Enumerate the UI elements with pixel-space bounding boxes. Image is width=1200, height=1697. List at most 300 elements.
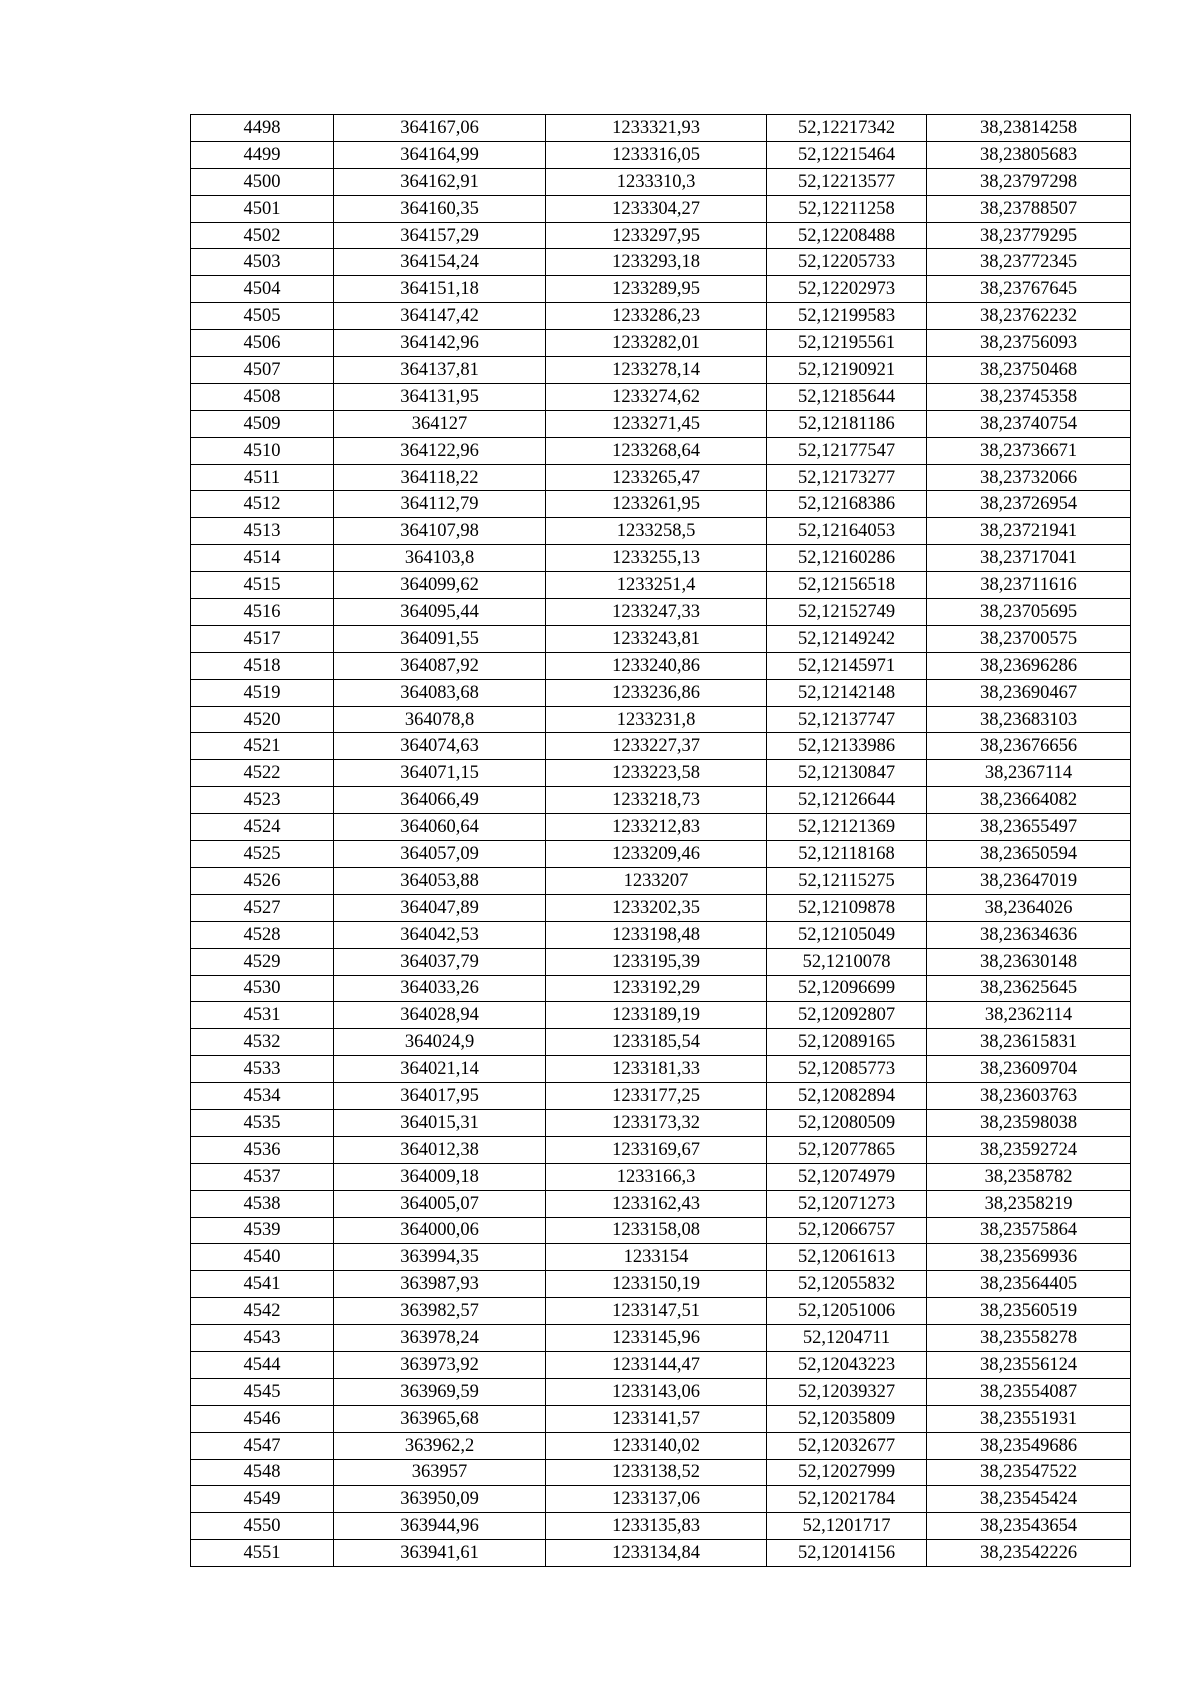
latitude-cell: 52,12217342 xyxy=(767,115,927,142)
longitude-cell: 38,23592724 xyxy=(927,1136,1131,1163)
latitude-cell: 52,12181186 xyxy=(767,410,927,437)
latitude-cell: 52,12160286 xyxy=(767,545,927,572)
x-coordinate-cell: 363994,35 xyxy=(334,1244,546,1271)
point-number-cell: 4507 xyxy=(191,357,334,384)
x-coordinate-cell: 364021,14 xyxy=(334,1056,546,1083)
longitude-cell: 38,23705695 xyxy=(927,599,1131,626)
x-coordinate-cell: 364000,06 xyxy=(334,1217,546,1244)
longitude-cell: 38,23745358 xyxy=(927,383,1131,410)
y-coordinate-cell: 1233243,81 xyxy=(546,625,767,652)
point-number-cell: 4518 xyxy=(191,652,334,679)
longitude-cell: 38,23788507 xyxy=(927,195,1131,222)
y-coordinate-cell: 1233321,93 xyxy=(546,115,767,142)
point-number-cell: 4516 xyxy=(191,599,334,626)
longitude-cell: 38,23767645 xyxy=(927,276,1131,303)
latitude-cell: 52,12096699 xyxy=(767,975,927,1002)
longitude-cell: 38,23625645 xyxy=(927,975,1131,1002)
latitude-cell: 52,12133986 xyxy=(767,733,927,760)
table-row xyxy=(191,948,1131,975)
point-number-cell: 4523 xyxy=(191,787,334,814)
table-row xyxy=(191,249,1131,276)
latitude-cell: 52,12077865 xyxy=(767,1136,927,1163)
longitude-cell: 38,23690467 xyxy=(927,679,1131,706)
y-coordinate-cell: 1233158,08 xyxy=(546,1217,767,1244)
x-coordinate-cell: 364157,29 xyxy=(334,222,546,249)
x-coordinate-cell: 364122,96 xyxy=(334,437,546,464)
y-coordinate-cell: 1233192,29 xyxy=(546,975,767,1002)
latitude-cell: 52,12105049 xyxy=(767,921,927,948)
x-coordinate-cell: 364009,18 xyxy=(334,1163,546,1190)
longitude-cell: 38,23609704 xyxy=(927,1056,1131,1083)
point-number-cell: 4500 xyxy=(191,168,334,195)
x-coordinate-cell: 364167,06 xyxy=(334,115,546,142)
x-coordinate-cell: 364033,26 xyxy=(334,975,546,1002)
x-coordinate-cell: 364160,35 xyxy=(334,195,546,222)
latitude-cell: 52,12145971 xyxy=(767,652,927,679)
y-coordinate-cell: 1233251,4 xyxy=(546,572,767,599)
table-row xyxy=(191,1083,1131,1110)
table-row xyxy=(191,1459,1131,1486)
table-row xyxy=(191,841,1131,868)
x-coordinate-cell: 364164,99 xyxy=(334,141,546,168)
table-row xyxy=(191,1325,1131,1352)
longitude-cell: 38,23732066 xyxy=(927,464,1131,491)
longitude-cell: 38,2364026 xyxy=(927,894,1131,921)
y-coordinate-cell: 1233143,06 xyxy=(546,1378,767,1405)
longitude-cell: 38,23696286 xyxy=(927,652,1131,679)
x-coordinate-cell: 364012,38 xyxy=(334,1136,546,1163)
table-row xyxy=(191,1271,1131,1298)
longitude-cell: 38,23772345 xyxy=(927,249,1131,276)
y-coordinate-cell: 1233198,48 xyxy=(546,921,767,948)
x-coordinate-cell: 363987,93 xyxy=(334,1271,546,1298)
table-row xyxy=(191,1486,1131,1513)
longitude-cell: 38,23542226 xyxy=(927,1540,1131,1567)
x-coordinate-cell: 364137,81 xyxy=(334,357,546,384)
x-coordinate-cell: 364099,62 xyxy=(334,572,546,599)
y-coordinate-cell: 1233141,57 xyxy=(546,1405,767,1432)
x-coordinate-cell: 363957 xyxy=(334,1459,546,1486)
longitude-cell: 38,2358782 xyxy=(927,1163,1131,1190)
longitude-cell: 38,23762232 xyxy=(927,303,1131,330)
longitude-cell: 38,23551931 xyxy=(927,1405,1131,1432)
y-coordinate-cell: 1233286,23 xyxy=(546,303,767,330)
point-number-cell: 4511 xyxy=(191,464,334,491)
latitude-cell: 52,12071273 xyxy=(767,1190,927,1217)
longitude-cell: 38,23650594 xyxy=(927,841,1131,868)
y-coordinate-cell: 1233185,54 xyxy=(546,1029,767,1056)
x-coordinate-cell: 364087,92 xyxy=(334,652,546,679)
x-coordinate-cell: 364005,07 xyxy=(334,1190,546,1217)
point-number-cell: 4515 xyxy=(191,572,334,599)
table-row xyxy=(191,518,1131,545)
longitude-cell: 38,23558278 xyxy=(927,1325,1131,1352)
x-coordinate-cell: 364091,55 xyxy=(334,625,546,652)
longitude-cell: 38,23647019 xyxy=(927,867,1131,894)
latitude-cell: 52,12190921 xyxy=(767,357,927,384)
x-coordinate-cell: 364103,8 xyxy=(334,545,546,572)
y-coordinate-cell: 1233218,73 xyxy=(546,787,767,814)
y-coordinate-cell: 1233265,47 xyxy=(546,464,767,491)
latitude-cell: 52,12066757 xyxy=(767,1217,927,1244)
point-number-cell: 4517 xyxy=(191,625,334,652)
y-coordinate-cell: 1233268,64 xyxy=(546,437,767,464)
latitude-cell: 52,12213577 xyxy=(767,168,927,195)
point-number-cell: 4525 xyxy=(191,841,334,868)
point-number-cell: 4551 xyxy=(191,1540,334,1567)
x-coordinate-cell: 364118,22 xyxy=(334,464,546,491)
table-row xyxy=(191,491,1131,518)
latitude-cell: 52,12142148 xyxy=(767,679,927,706)
y-coordinate-cell: 1233189,19 xyxy=(546,1002,767,1029)
y-coordinate-cell: 1233150,19 xyxy=(546,1271,767,1298)
table-row xyxy=(191,383,1131,410)
point-number-cell: 4529 xyxy=(191,948,334,975)
point-number-cell: 4498 xyxy=(191,115,334,142)
y-coordinate-cell: 1233209,46 xyxy=(546,841,767,868)
point-number-cell: 4527 xyxy=(191,894,334,921)
latitude-cell: 52,12027999 xyxy=(767,1459,927,1486)
x-coordinate-cell: 364017,95 xyxy=(334,1083,546,1110)
point-number-cell: 4547 xyxy=(191,1432,334,1459)
latitude-cell: 52,12208488 xyxy=(767,222,927,249)
latitude-cell: 52,12032677 xyxy=(767,1432,927,1459)
x-coordinate-cell: 364095,44 xyxy=(334,599,546,626)
point-number-cell: 4503 xyxy=(191,249,334,276)
latitude-cell: 52,12074979 xyxy=(767,1163,927,1190)
longitude-cell: 38,23779295 xyxy=(927,222,1131,249)
point-number-cell: 4550 xyxy=(191,1513,334,1540)
latitude-cell: 52,12061613 xyxy=(767,1244,927,1271)
y-coordinate-cell: 1233202,35 xyxy=(546,894,767,921)
point-number-cell: 4530 xyxy=(191,975,334,1002)
longitude-cell: 38,23797298 xyxy=(927,168,1131,195)
table-row xyxy=(191,814,1131,841)
table-row xyxy=(191,1190,1131,1217)
point-number-cell: 4533 xyxy=(191,1056,334,1083)
longitude-cell: 38,23805683 xyxy=(927,141,1131,168)
table-row xyxy=(191,894,1131,921)
latitude-cell: 52,12014156 xyxy=(767,1540,927,1567)
table-row xyxy=(191,437,1131,464)
latitude-cell: 52,12039327 xyxy=(767,1378,927,1405)
table-row xyxy=(191,195,1131,222)
y-coordinate-cell: 1233166,3 xyxy=(546,1163,767,1190)
y-coordinate-cell: 1233162,43 xyxy=(546,1190,767,1217)
longitude-cell: 38,2358219 xyxy=(927,1190,1131,1217)
latitude-cell: 52,12156518 xyxy=(767,572,927,599)
table-row xyxy=(191,303,1131,330)
point-number-cell: 4535 xyxy=(191,1109,334,1136)
latitude-cell: 52,12089165 xyxy=(767,1029,927,1056)
latitude-cell: 52,12051006 xyxy=(767,1298,927,1325)
latitude-cell: 52,12121369 xyxy=(767,814,927,841)
table-row xyxy=(191,1217,1131,1244)
table-row xyxy=(191,1109,1131,1136)
point-number-cell: 4539 xyxy=(191,1217,334,1244)
x-coordinate-cell: 364028,94 xyxy=(334,1002,546,1029)
table-row xyxy=(191,1163,1131,1190)
table-row xyxy=(191,357,1131,384)
y-coordinate-cell: 1233173,32 xyxy=(546,1109,767,1136)
y-coordinate-cell: 1233207 xyxy=(546,867,767,894)
latitude-cell: 52,12195561 xyxy=(767,330,927,357)
longitude-cell: 38,23543654 xyxy=(927,1513,1131,1540)
latitude-cell: 52,12168386 xyxy=(767,491,927,518)
longitude-cell: 38,23711616 xyxy=(927,572,1131,599)
coordinates-table xyxy=(190,114,1131,1567)
table-row xyxy=(191,330,1131,357)
y-coordinate-cell: 1233255,13 xyxy=(546,545,767,572)
point-number-cell: 4501 xyxy=(191,195,334,222)
table-row xyxy=(191,867,1131,894)
longitude-cell: 38,23655497 xyxy=(927,814,1131,841)
x-coordinate-cell: 363962,2 xyxy=(334,1432,546,1459)
table-row xyxy=(191,652,1131,679)
table-row xyxy=(191,1002,1131,1029)
y-coordinate-cell: 1233147,51 xyxy=(546,1298,767,1325)
point-number-cell: 4510 xyxy=(191,437,334,464)
longitude-cell: 38,23700575 xyxy=(927,625,1131,652)
x-coordinate-cell: 363969,59 xyxy=(334,1378,546,1405)
table-row xyxy=(191,599,1131,626)
y-coordinate-cell: 1233181,33 xyxy=(546,1056,767,1083)
latitude-cell: 52,12109878 xyxy=(767,894,927,921)
point-number-cell: 4532 xyxy=(191,1029,334,1056)
table-row xyxy=(191,1029,1131,1056)
longitude-cell: 38,23554087 xyxy=(927,1378,1131,1405)
table-row xyxy=(191,464,1131,491)
x-coordinate-cell: 363982,57 xyxy=(334,1298,546,1325)
table-row xyxy=(191,706,1131,733)
point-number-cell: 4546 xyxy=(191,1405,334,1432)
point-number-cell: 4502 xyxy=(191,222,334,249)
point-number-cell: 4548 xyxy=(191,1459,334,1486)
point-number-cell: 4526 xyxy=(191,867,334,894)
x-coordinate-cell: 364060,64 xyxy=(334,814,546,841)
x-coordinate-cell: 364112,79 xyxy=(334,491,546,518)
latitude-cell: 52,12043223 xyxy=(767,1351,927,1378)
longitude-cell: 38,23664082 xyxy=(927,787,1131,814)
table-row xyxy=(191,1405,1131,1432)
x-coordinate-cell: 364037,79 xyxy=(334,948,546,975)
point-number-cell: 4506 xyxy=(191,330,334,357)
table-row xyxy=(191,1540,1131,1567)
point-number-cell: 4508 xyxy=(191,383,334,410)
x-coordinate-cell: 364074,63 xyxy=(334,733,546,760)
latitude-cell: 52,12035809 xyxy=(767,1405,927,1432)
y-coordinate-cell: 1233271,45 xyxy=(546,410,767,437)
y-coordinate-cell: 1233310,3 xyxy=(546,168,767,195)
y-coordinate-cell: 1233140,02 xyxy=(546,1432,767,1459)
point-number-cell: 4531 xyxy=(191,1002,334,1029)
longitude-cell: 38,23545424 xyxy=(927,1486,1131,1513)
x-coordinate-cell: 364042,53 xyxy=(334,921,546,948)
table-row xyxy=(191,1378,1131,1405)
coordinates-table-body xyxy=(191,115,1131,1567)
x-coordinate-cell: 364047,89 xyxy=(334,894,546,921)
latitude-cell: 52,12215464 xyxy=(767,141,927,168)
longitude-cell: 38,23556124 xyxy=(927,1351,1131,1378)
point-number-cell: 4542 xyxy=(191,1298,334,1325)
y-coordinate-cell: 1233289,95 xyxy=(546,276,767,303)
x-coordinate-cell: 363965,68 xyxy=(334,1405,546,1432)
table-row xyxy=(191,572,1131,599)
x-coordinate-cell: 363973,92 xyxy=(334,1351,546,1378)
y-coordinate-cell: 1233282,01 xyxy=(546,330,767,357)
x-coordinate-cell: 364071,15 xyxy=(334,760,546,787)
point-number-cell: 4513 xyxy=(191,518,334,545)
point-number-cell: 4528 xyxy=(191,921,334,948)
longitude-cell: 38,23717041 xyxy=(927,545,1131,572)
y-coordinate-cell: 1233169,67 xyxy=(546,1136,767,1163)
longitude-cell: 38,23560519 xyxy=(927,1298,1131,1325)
table-row xyxy=(191,625,1131,652)
table-row xyxy=(191,679,1131,706)
point-number-cell: 4519 xyxy=(191,679,334,706)
point-number-cell: 4540 xyxy=(191,1244,334,1271)
table-row xyxy=(191,222,1131,249)
y-coordinate-cell: 1233240,86 xyxy=(546,652,767,679)
longitude-cell: 38,23630148 xyxy=(927,948,1131,975)
table-row xyxy=(191,168,1131,195)
x-coordinate-cell: 364053,88 xyxy=(334,867,546,894)
latitude-cell: 52,12082894 xyxy=(767,1083,927,1110)
point-number-cell: 4541 xyxy=(191,1271,334,1298)
longitude-cell: 38,23726954 xyxy=(927,491,1131,518)
longitude-cell: 38,23549686 xyxy=(927,1432,1131,1459)
y-coordinate-cell: 1233274,62 xyxy=(546,383,767,410)
x-coordinate-cell: 363950,09 xyxy=(334,1486,546,1513)
latitude-cell: 52,12185644 xyxy=(767,383,927,410)
latitude-cell: 52,12118168 xyxy=(767,841,927,868)
point-number-cell: 4545 xyxy=(191,1378,334,1405)
x-coordinate-cell: 363941,61 xyxy=(334,1540,546,1567)
point-number-cell: 4514 xyxy=(191,545,334,572)
table-row xyxy=(191,1513,1131,1540)
y-coordinate-cell: 1233261,95 xyxy=(546,491,767,518)
y-coordinate-cell: 1233212,83 xyxy=(546,814,767,841)
latitude-cell: 52,12080509 xyxy=(767,1109,927,1136)
y-coordinate-cell: 1233316,05 xyxy=(546,141,767,168)
latitude-cell: 52,12205733 xyxy=(767,249,927,276)
point-number-cell: 4534 xyxy=(191,1083,334,1110)
table-row xyxy=(191,545,1131,572)
point-number-cell: 4538 xyxy=(191,1190,334,1217)
table-row xyxy=(191,115,1131,142)
longitude-cell: 38,23750468 xyxy=(927,357,1131,384)
longitude-cell: 38,23547522 xyxy=(927,1459,1131,1486)
latitude-cell: 52,12115275 xyxy=(767,867,927,894)
y-coordinate-cell: 1233297,95 xyxy=(546,222,767,249)
y-coordinate-cell: 1233278,14 xyxy=(546,357,767,384)
y-coordinate-cell: 1233227,37 xyxy=(546,733,767,760)
longitude-cell: 38,23598038 xyxy=(927,1109,1131,1136)
longitude-cell: 38,23740754 xyxy=(927,410,1131,437)
latitude-cell: 52,12152749 xyxy=(767,599,927,626)
longitude-cell: 38,2362114 xyxy=(927,1002,1131,1029)
latitude-cell: 52,12130847 xyxy=(767,760,927,787)
y-coordinate-cell: 1233304,27 xyxy=(546,195,767,222)
latitude-cell: 52,12137747 xyxy=(767,706,927,733)
x-coordinate-cell: 364142,96 xyxy=(334,330,546,357)
x-coordinate-cell: 364154,24 xyxy=(334,249,546,276)
latitude-cell: 52,12164053 xyxy=(767,518,927,545)
longitude-cell: 38,23721941 xyxy=(927,518,1131,545)
x-coordinate-cell: 364015,31 xyxy=(334,1109,546,1136)
y-coordinate-cell: 1233134,84 xyxy=(546,1540,767,1567)
x-coordinate-cell: 364066,49 xyxy=(334,787,546,814)
table-row xyxy=(191,1056,1131,1083)
point-number-cell: 4521 xyxy=(191,733,334,760)
latitude-cell: 52,12202973 xyxy=(767,276,927,303)
x-coordinate-cell: 364057,09 xyxy=(334,841,546,868)
latitude-cell: 52,12177547 xyxy=(767,437,927,464)
table-row xyxy=(191,975,1131,1002)
latitude-cell: 52,1201717 xyxy=(767,1513,927,1540)
longitude-cell: 38,2367114 xyxy=(927,760,1131,787)
y-coordinate-cell: 1233144,47 xyxy=(546,1351,767,1378)
longitude-cell: 38,23603763 xyxy=(927,1083,1131,1110)
point-number-cell: 4544 xyxy=(191,1351,334,1378)
x-coordinate-cell: 364131,95 xyxy=(334,383,546,410)
y-coordinate-cell: 1233195,39 xyxy=(546,948,767,975)
y-coordinate-cell: 1233293,18 xyxy=(546,249,767,276)
point-number-cell: 4524 xyxy=(191,814,334,841)
y-coordinate-cell: 1233236,86 xyxy=(546,679,767,706)
latitude-cell: 52,12149242 xyxy=(767,625,927,652)
y-coordinate-cell: 1233138,52 xyxy=(546,1459,767,1486)
y-coordinate-cell: 1233258,5 xyxy=(546,518,767,545)
x-coordinate-cell: 363944,96 xyxy=(334,1513,546,1540)
point-number-cell: 4549 xyxy=(191,1486,334,1513)
latitude-cell: 52,12199583 xyxy=(767,303,927,330)
longitude-cell: 38,23615831 xyxy=(927,1029,1131,1056)
x-coordinate-cell: 364078,8 xyxy=(334,706,546,733)
table-row xyxy=(191,410,1131,437)
longitude-cell: 38,23756093 xyxy=(927,330,1131,357)
table-row xyxy=(191,760,1131,787)
latitude-cell: 52,12126644 xyxy=(767,787,927,814)
point-number-cell: 4504 xyxy=(191,276,334,303)
point-number-cell: 4520 xyxy=(191,706,334,733)
latitude-cell: 52,12021784 xyxy=(767,1486,927,1513)
table-row xyxy=(191,141,1131,168)
x-coordinate-cell: 364107,98 xyxy=(334,518,546,545)
latitude-cell: 52,12173277 xyxy=(767,464,927,491)
point-number-cell: 4499 xyxy=(191,141,334,168)
y-coordinate-cell: 1233231,8 xyxy=(546,706,767,733)
x-coordinate-cell: 364147,42 xyxy=(334,303,546,330)
latitude-cell: 52,1204711 xyxy=(767,1325,927,1352)
y-coordinate-cell: 1233135,83 xyxy=(546,1513,767,1540)
longitude-cell: 38,23736671 xyxy=(927,437,1131,464)
point-number-cell: 4543 xyxy=(191,1325,334,1352)
y-coordinate-cell: 1233137,06 xyxy=(546,1486,767,1513)
x-coordinate-cell: 364162,91 xyxy=(334,168,546,195)
x-coordinate-cell: 364151,18 xyxy=(334,276,546,303)
x-coordinate-cell: 363978,24 xyxy=(334,1325,546,1352)
longitude-cell: 38,23575864 xyxy=(927,1217,1131,1244)
longitude-cell: 38,23569936 xyxy=(927,1244,1131,1271)
table-row xyxy=(191,276,1131,303)
x-coordinate-cell: 364024,9 xyxy=(334,1029,546,1056)
table-row xyxy=(191,1136,1131,1163)
x-coordinate-cell: 364127 xyxy=(334,410,546,437)
point-number-cell: 4537 xyxy=(191,1163,334,1190)
longitude-cell: 38,23683103 xyxy=(927,706,1131,733)
point-number-cell: 4505 xyxy=(191,303,334,330)
